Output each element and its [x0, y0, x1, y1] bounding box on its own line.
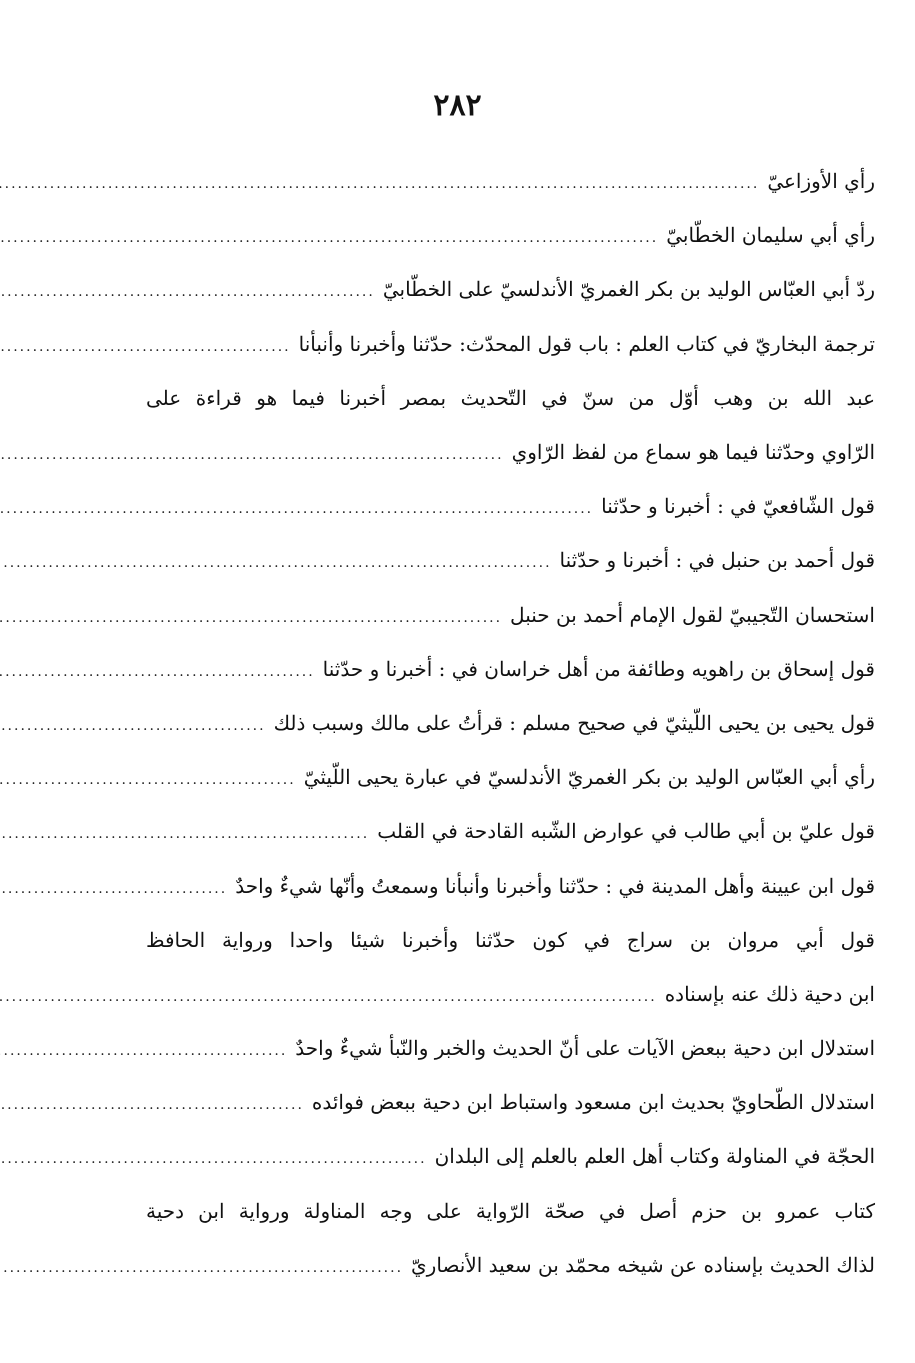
toc-entry	[100, 696, 875, 750]
dot-leader	[0, 284, 375, 300]
toc-entry-title: ترجمة البخاريّ في كتاب العلم : باب قول المحدّث: حدّثنا وأخبرنا وأنبأنا	[298, 331, 875, 356]
toc-entry-title: لذاك الحديث بإسناده عن شيخه محمّد بن سعيد الأنصاريّ	[411, 1252, 875, 1277]
toc-entry-title: رأي أبي العبّاس الوليد بن بكر الغمريّ الأندلسيّ في عبارة يحيى اللّيثيّ	[303, 765, 875, 790]
dot-leader	[0, 447, 504, 463]
dot-leader	[0, 989, 657, 1005]
toc-entry	[100, 858, 875, 912]
toc-entry	[100, 588, 875, 642]
dot-leader	[0, 718, 266, 734]
toc-entry	[100, 425, 875, 479]
toc-entry	[100, 967, 875, 1021]
toc-entry-title: قول عليّ بن أبي طالب في عوارض الشّبه القادحة في القلب	[377, 819, 875, 844]
dot-leader	[0, 1097, 304, 1113]
toc-entry-title: عبد الله بن وهب أوّل من سنّ في التّحديث بمصر أخبرنا فيما هو قراءة على	[146, 385, 875, 410]
toc-entry-title: قول أحمد بن حنبل في : أخبرنا و حدّثنا	[559, 548, 875, 573]
dot-leader	[0, 881, 227, 897]
toc-entry-title: ردّ أبي العبّاس الوليد بن بكر الغمريّ الأندلسيّ على الخطّابيّ	[382, 277, 875, 302]
dot-leader	[0, 772, 296, 788]
dot-leader	[0, 230, 658, 246]
toc-entry	[100, 262, 875, 316]
toc-entry-continued	[100, 913, 875, 967]
toc-entry-title: قول الشّافعيّ في : أخبرنا و حدّثنا	[601, 494, 875, 519]
table-of-contents	[100, 154, 875, 1292]
dot-leader	[0, 1260, 403, 1276]
toc-entry-title: الحجّة في المناولة وكتاب أهل العلم بالعلم إلى البلدان	[434, 1144, 875, 1169]
toc-entry	[100, 1021, 875, 1075]
toc-entry-title: استحسان التّجيبيّ لقول الإمام أحمد بن حنبل	[510, 602, 875, 627]
toc-entry-title: الرّاوي وحدّثنا فيما هو سماع من لفظ الرّاوي	[511, 440, 875, 465]
toc-entry	[100, 317, 875, 371]
toc-entry-title: ابن دحية ذلك عنه بإسناده	[664, 981, 875, 1006]
toc-entry	[100, 1129, 875, 1183]
toc-entry	[100, 533, 875, 587]
toc-entry	[100, 479, 875, 533]
toc-entry	[100, 642, 875, 696]
dot-leader	[0, 610, 502, 626]
dot-leader	[0, 664, 315, 680]
toc-entry-title: قول يحيى بن يحيى اللّيثيّ في صحيح مسلم : قرأتُ على مالك وسبب ذلك	[273, 710, 875, 735]
toc-entry-title: قول ابن عيينة وأهل المدينة في : حدّثنا وأخبرنا وأنبأنا وسمعتُ وأنّها شيءٌ واحدٌ	[235, 873, 875, 898]
toc-entry-title: استدلال الطّحاويّ بحديث ابن مسعود واستباط ابن دحية ببعض فوائده	[311, 1090, 875, 1115]
toc-entry-title: قول أبي مروان بن سراج في كون حدّثنا وأخبرنا شيئا واحدا ورواية الحافظ	[146, 927, 875, 952]
toc-entry-title: رأي الأوزاعيّ	[767, 169, 875, 194]
toc-entry	[100, 750, 875, 804]
dot-leader	[0, 339, 291, 355]
dot-leader	[0, 176, 759, 192]
toc-entry	[100, 1075, 875, 1129]
toc-entry	[100, 1238, 875, 1292]
toc-entry	[100, 804, 875, 858]
dot-leader	[0, 1043, 287, 1059]
toc-entry-title: قول إسحاق بن راهويه وطائفة من أهل خراسان في : أخبرنا و حدّثنا	[322, 656, 875, 681]
toc-entry-title: كتاب عمرو بن حزم أصل في صحّة الرّواية على وجه المناولة ورواية ابن دحية	[146, 1198, 875, 1223]
toc-entry-continued	[100, 1184, 875, 1238]
toc-entry-continued	[100, 371, 875, 425]
toc-entry-title: استدلال ابن دحية ببعض الآيات على أنّ الحديث والخبر والنّبأ شيءٌ واحدٌ	[295, 1036, 875, 1061]
toc-entry	[100, 208, 875, 262]
dot-leader	[0, 555, 552, 571]
toc-entry-title: رأي أبي سليمان الخطّابيّ	[666, 223, 875, 248]
toc-entry	[100, 154, 875, 208]
page-number: ٢٨٢	[433, 88, 482, 123]
dot-leader	[0, 826, 369, 842]
dot-leader	[0, 1151, 427, 1167]
dot-leader	[0, 501, 593, 517]
